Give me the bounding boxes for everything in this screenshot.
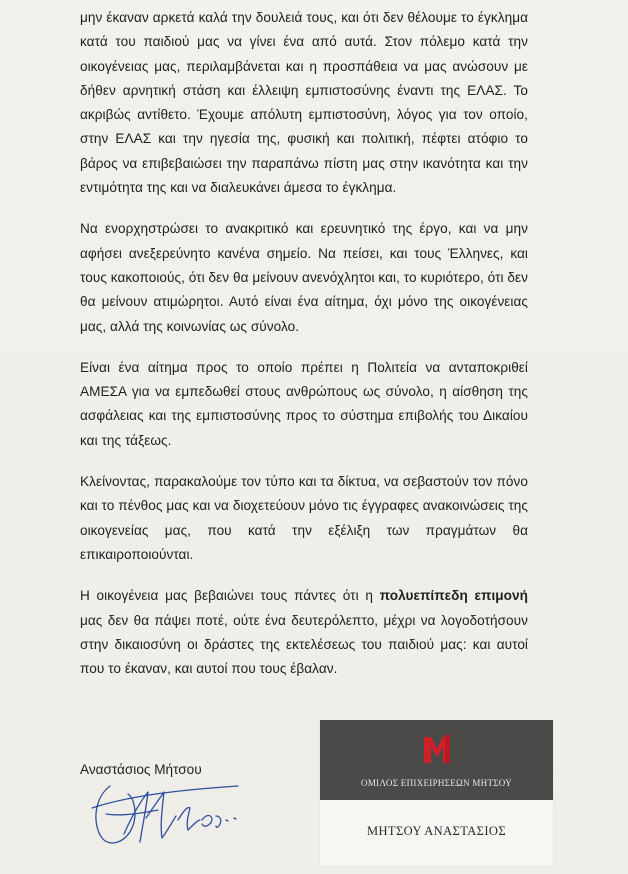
paragraph-3: Είναι ένα αίτημα προς το οποίο πρέπει η Πολιτεία να ανταποκριθεί ΑΜΕΣΑ για να εμπεδωθεί στους ανθρώπους ως σύνολο, η αίσθηση της ασφάλειας και της εμπιστοσύνης προς το σύστημα επιβολής του Δικαίου και της τάξεως. xyxy=(80,359,528,448)
handwritten-signature xyxy=(88,776,268,856)
company-logo-icon xyxy=(424,735,450,763)
paragraph-2: Να ενορχηστρώσει το ανακριτικό και ερευνητικό της έργο, και να μην αφήσει ανεξερεύνητο κανένα σημείο. Να πείσει, και τους Έλληνες, και τους κακοποιούς, ότι δεν θα μείνουν ανενόχλητοι και, το κυριότερο, ότι δεν θα μείνουν ατιμώρητοι. Αυτό είναι ένα αίτημα, όχι μόνο της οικογένειας μας, αλλά της κοινωνίας ως σύνολο. xyxy=(80,221,528,334)
card-header-band xyxy=(320,720,553,800)
paragraph-5-end: μας δεν θα πάψει ποτέ, ούτε ένα δευτερόλεπτο, μέχρι να λογοδοτήσουν στην δικαιοσύνη οι δράστες της εκτελέσεως του παιδιού μας: και αυτοί που το έκαναν, και αυτοί που τους έβαλαν. xyxy=(80,612,528,677)
paragraph-5 xyxy=(80,584,528,681)
signatory-name: Αναστάσιος Μήτσου xyxy=(80,762,202,777)
paragraph-5-emphasis: πολυεπίπεδη επιμονή xyxy=(379,588,528,604)
business-card xyxy=(320,720,553,866)
letter-body xyxy=(80,6,528,698)
paragraph-1: μην έκαναν αρκετά καλά την δουλειά τους, και ότι δεν θέλουμε το έγκλημα κατά του παιδιού μας να γίνει ένα από αυτά. Στον πόλεμο κατά την οικογένειας μας, περιλαμβάνεται και η προσπάθεια να μας ανώσουν με δήθεν αρνητική στάση και έλλειψη εμπιστοσύνης έναντι της ΕΛΑΣ. Το ακριβώς αντίθετο. Έχουμε απόλυτη εμπιστοσύνη, λόγος για τον οποίο, στην ΕΛΑΣ και την ηγεσία της, φυσική και πολιτική, πέφτει ατόφιο το βάρος να επιβεβαιώσει την παραπάνω πίστη μας στην ικανότητα και την εντιμότητα της και να διαλευκάνει άμεσα το έγκλημα. xyxy=(80,10,528,196)
card-company-name: ΟΜΙΛΟΣ ΕΠΙΧΕΙΡΗΣΕΩΝ ΜΗΤΣΟΥ xyxy=(361,778,512,788)
paragraph-4: Κλείνοντας, παρακαλούμε τον τύπο και τα δίκτυα, να σεβαστούν τον πόνο και το πένθος μας και να διοχετεύουν μόνο τις έγγραφες ανακοινώσεις της οικογενείας μας, που κατά την εξέλιξη των πραγμάτων θα επικαιροποιούνται. xyxy=(80,474,528,562)
paragraph-5-start: Η οικογένεια μας βεβαιώνει τους πάντες ότι η xyxy=(80,588,380,604)
card-person-name: ΜΗΤΣΟΥ ΑΝΑΣΤΑΣΙΟΣ xyxy=(366,824,506,838)
